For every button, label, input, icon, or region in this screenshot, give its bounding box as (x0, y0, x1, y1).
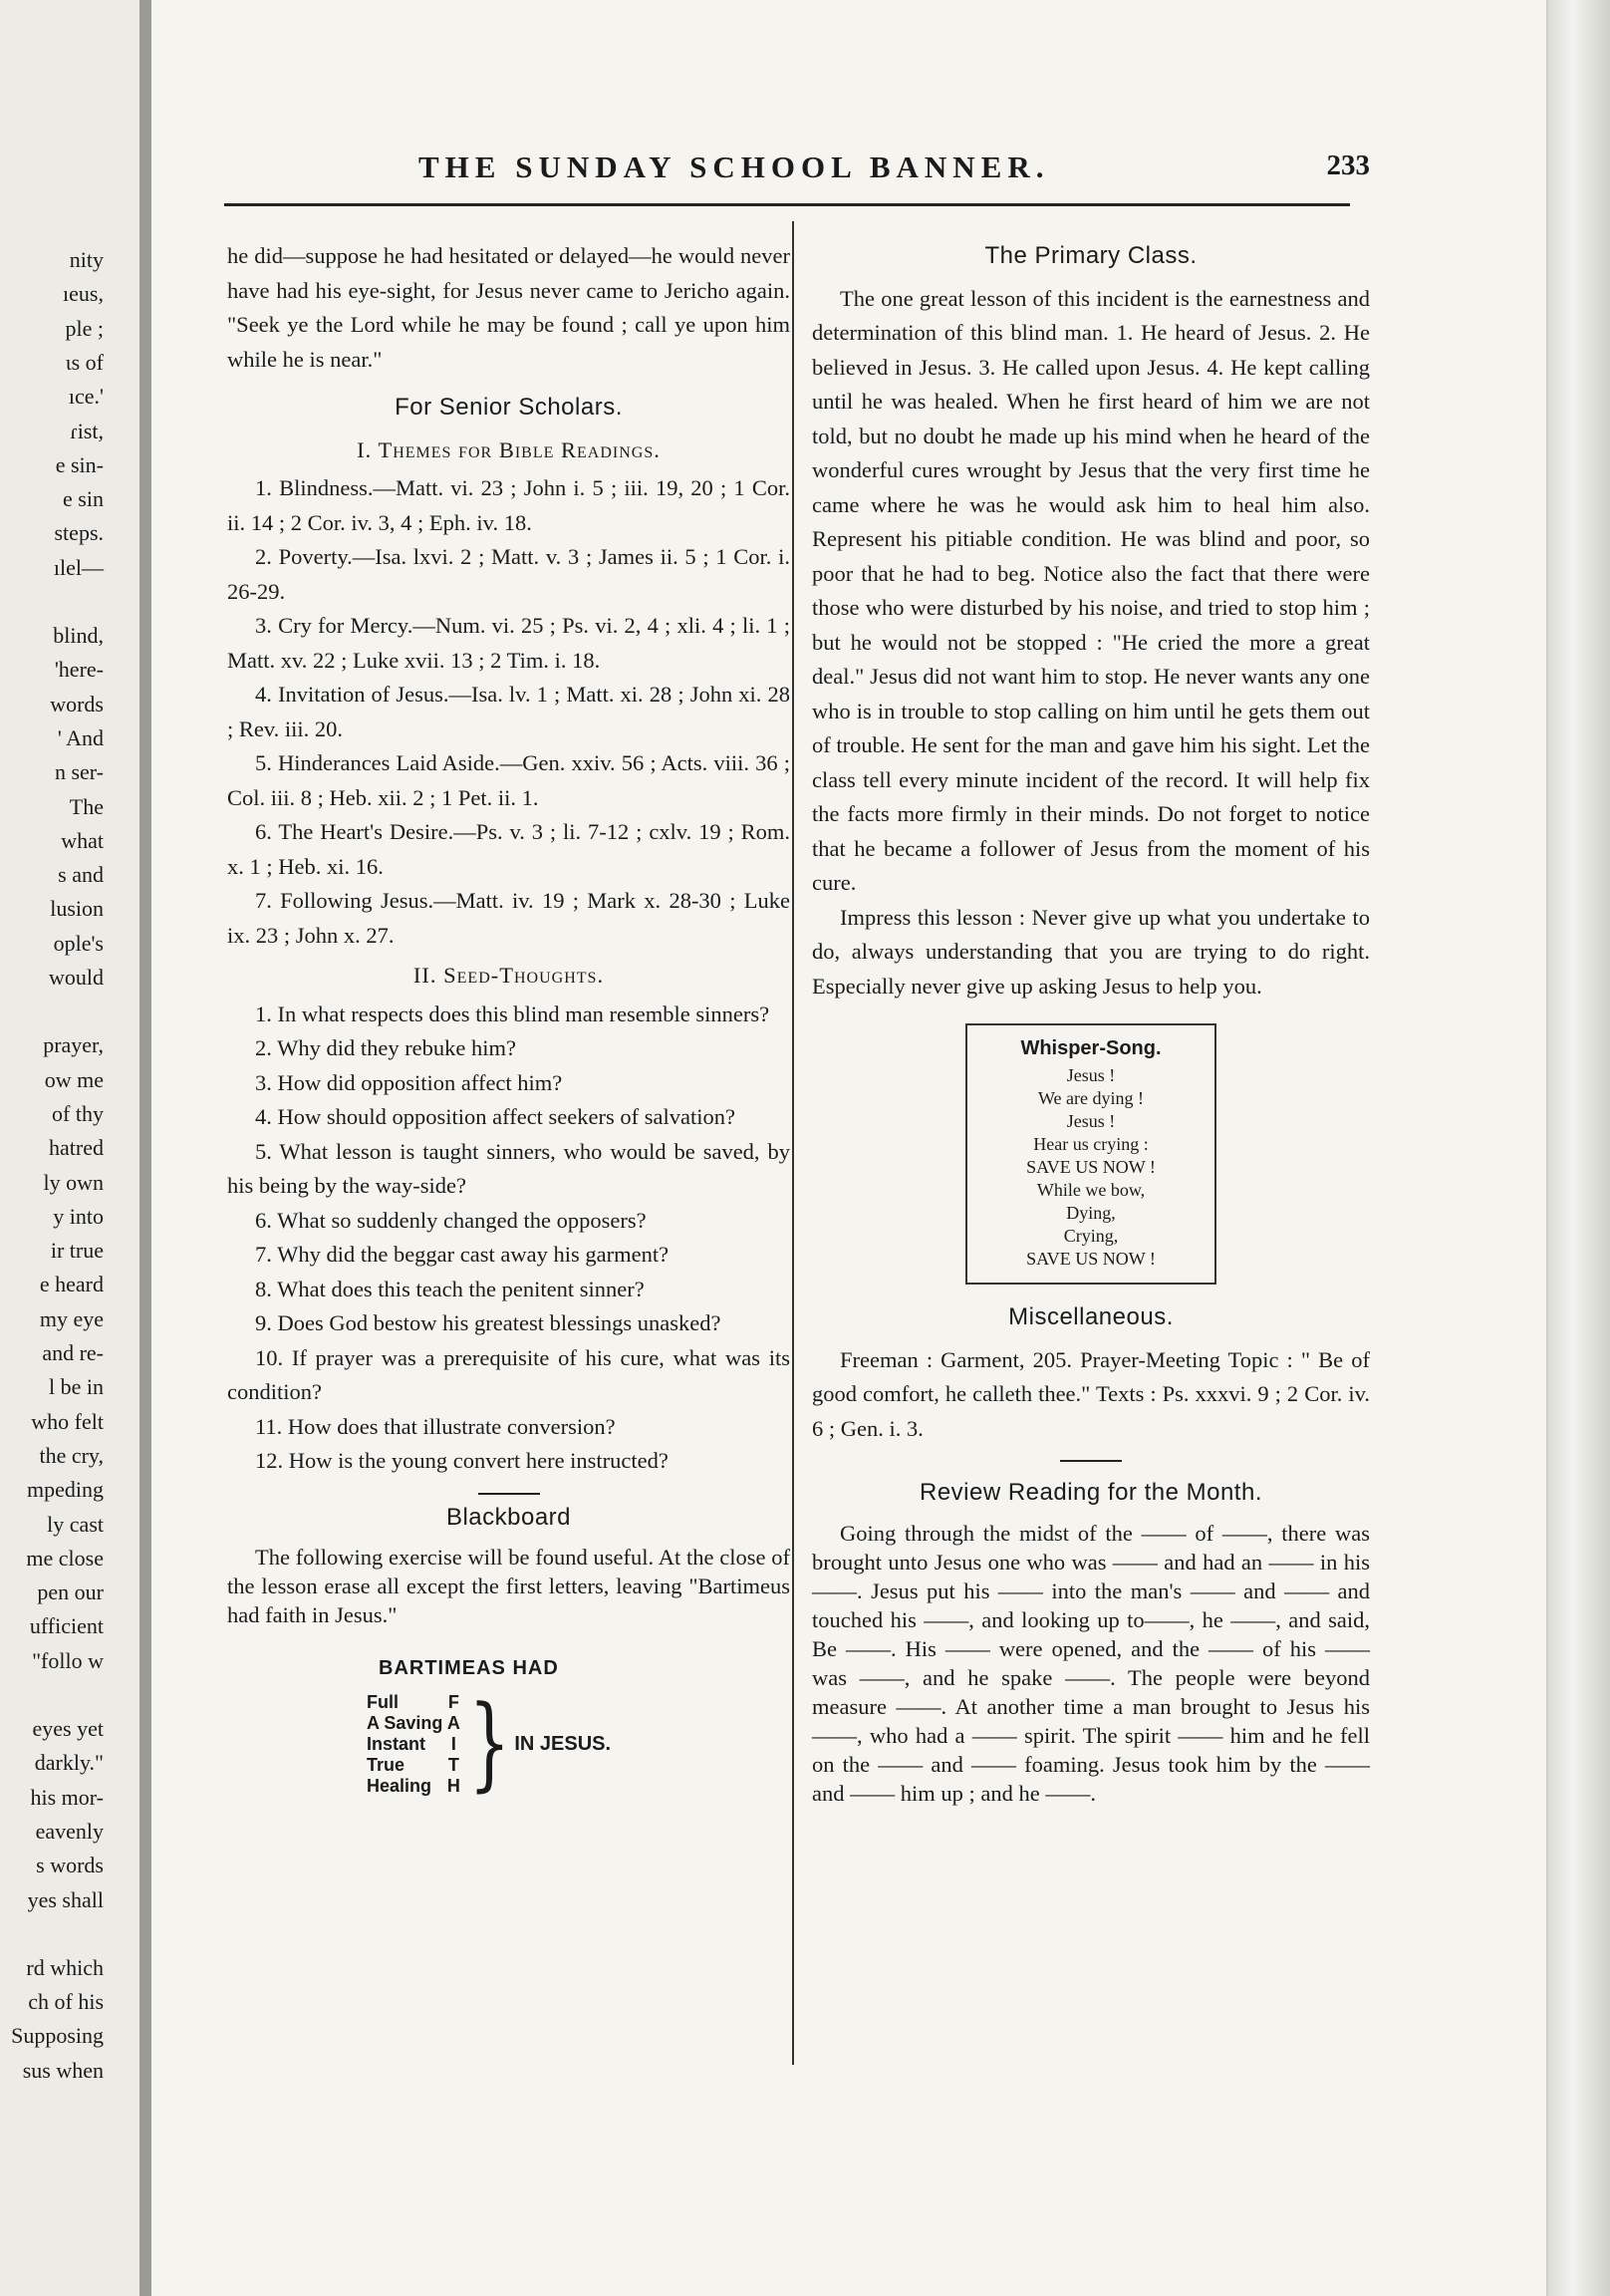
right-column (812, 239, 1370, 1808)
acrostic-words (367, 1692, 442, 1797)
left-margin-fragment: ılel— (53, 554, 104, 580)
left-margin-fragment: Supposing (11, 2023, 104, 2049)
acrostic-word: A Saving (367, 1712, 443, 1733)
left-margin-fragment: eavenly (35, 1818, 104, 1844)
left-margin-fragment: lusion (50, 896, 104, 922)
acrostic-letter: T (447, 1754, 459, 1775)
running-header (269, 149, 1370, 191)
acrostic-word: Instant (367, 1733, 426, 1754)
whisper-line: We are dying ! (1037, 1088, 1144, 1108)
journal-title: THE SUNDAY SCHOOL BANNER. (418, 149, 1050, 184)
header-rule (224, 203, 1350, 206)
theme-item: 5. Hinderances Laid Aside.—Gen. xxiv. 56 ; Acts. viii. 36 ; Col. iii. 8 ; Heb. xii. 2 ; 1 Pet. ii. 1. (227, 750, 790, 810)
blackboard-exercise (367, 1651, 790, 1803)
left-margin-fragment: ople's (53, 930, 104, 956)
left-margin-fragment: yes shall (27, 1886, 104, 1912)
seed-thought-item: 5. What lesson is taught sinners, who would be saved, by his being by the way-side? (227, 1138, 790, 1198)
review-reading-paragraph: Going through the midst of the —— of ——, there was brought unto Jesus one who was —— and had an —— in his ——. Jesus put his —— into the man's —— and —— and touched his ——, and looking up to——, he ——, and said, Be ——. His —— were opened, and the —— of his —— was ——, and he spake ——. The people were beyond measure ——. At another time a man brought to Jesus his ——, who had a —— spirit. The spirit —— him and he fell on the —— and —— foaming. Jesus took him by the —— and —— him up ; and he ——. (812, 1520, 1370, 1806)
miscellaneous-heading: Miscellaneous. (1008, 1303, 1174, 1330)
left-margin-fragment: ıeus, (63, 281, 104, 307)
theme-item: 4. Invitation of Jesus.—Isa. lv. 1 ; Matt. xi. 28 ; John xi. 28 ; Rev. iii. 20. (227, 682, 790, 741)
left-margin-fragment: e sin- (55, 451, 104, 477)
seed-thought-item: 6. What so suddenly changed the opposers? (255, 1207, 647, 1233)
left-margin-fragment: ly cast (47, 1511, 104, 1537)
acrostic-word: Full (367, 1691, 399, 1712)
left-margin-fragment: ly own (43, 1169, 104, 1195)
left-margin-fragment: what (61, 827, 104, 853)
whisper-song-title: Whisper-Song. (1020, 1037, 1162, 1059)
acrostic-letter: I (450, 1733, 456, 1754)
left-margin-fragment: mpeding (27, 1477, 104, 1503)
whisper-line: Hear us crying : (1033, 1134, 1149, 1154)
left-margin-fragment: words (50, 691, 104, 717)
whisper-line: While we bow, (1036, 1180, 1146, 1200)
seed-thought-item: 9. Does God bestow his greatest blessings unasked? (255, 1310, 721, 1335)
blackboard-paragraph: The following exercise will be found useful. At the close of the lesson erase all except the first letters, leaving "Bartimeus had faith in Jesus." (227, 1545, 790, 1627)
seed-thought-item: 3. How did opposition affect him? (255, 1069, 563, 1095)
primary-class-paragraph-2: Impress this lesson : Never give up what you undertake to do, always understanding that you are trying to do right. Especially never give up asking Jesus to help you. (812, 904, 1370, 999)
left-margin-fragment: of thy (52, 1100, 104, 1126)
left-margin-fragment: me close (26, 1545, 104, 1571)
theme-item: 3. Cry for Mercy.—Num. vi. 25 ; Ps. vi. 2, 4 ; xli. 4 ; li. 1 ; Matt. xv. 22 ; Luke xvii. 13 ; 2 Tim. i. 18. (227, 613, 790, 673)
left-margin-fragment: darkly." (34, 1750, 104, 1776)
seed-thought-item: 12. How is the young convert here instructed? (255, 1448, 669, 1473)
themes-list (227, 471, 790, 953)
page-edge (1548, 0, 1610, 2296)
left-margin-fragment: nity (69, 247, 104, 272)
left-margin-fragment: ufficient (29, 1613, 104, 1639)
left-margin-fragment: ir true (50, 1238, 104, 1264)
left-margin-fragment: e heard (39, 1272, 104, 1297)
left-margin-fragment: would (49, 965, 104, 990)
miscellaneous-paragraph: Freeman : Garment, 205. Prayer-Meeting Topic : " Be of good comfort, he calleth thee." Texts : Ps. xxxvi. 9 ; 2 Cor. iv. 6 ; Gen. i. 3. (812, 1346, 1370, 1441)
left-margin-fragment: ple ; (65, 315, 104, 341)
left-margin-fragment: e sin (63, 486, 104, 512)
whisper-line: Dying, (1066, 1203, 1116, 1223)
left-margin-fragment: and re- (42, 1340, 104, 1365)
seed-thought-item: 2. Why did they rebuke him? (255, 1035, 517, 1060)
whisper-line: Jesus ! (1066, 1111, 1116, 1131)
acrostic-letters (442, 1692, 464, 1797)
left-margin-fragment: steps. (54, 520, 104, 546)
whisper-line: SAVE US NOW ! (1026, 1157, 1156, 1177)
whisper-line: Crying, (1063, 1226, 1119, 1246)
whisper-song-box (965, 1023, 1216, 1285)
left-margin-fragment: n ser- (54, 759, 104, 785)
left-margin-fragment: ' And (57, 724, 104, 750)
seed-thought-item: 10. If prayer was a prerequisite of his cure, what was its condition? (227, 1344, 790, 1404)
section-divider (1060, 1460, 1122, 1462)
left-margin-fragment: "follo w (32, 1647, 104, 1673)
section-divider (478, 1493, 540, 1495)
theme-item: 7. Following Jesus.—Matt. iv. 19 ; Mark x. 28-30 ; Luke ix. 23 ; John x. 27. (227, 888, 790, 948)
left-margin-fragment: ɾist, (70, 418, 104, 443)
primary-class-heading: The Primary Class. (984, 242, 1198, 269)
whisper-line: Jesus ! (1066, 1065, 1116, 1085)
left-margin-fragment: ɩs of (65, 349, 104, 375)
left-margin-fragment: rd which (26, 1954, 104, 1980)
left-margin-fragment: his mor- (30, 1784, 104, 1810)
left-margin-fragment: ow me (44, 1066, 104, 1092)
primary-class-paragraph: The one great lesson of this incident is the earnestness and determination of this blind man. 1. He heard of Jesus. 2. He believed in Jesus. 3. He called upon Jesus. 4. He kept calling until he was healed. When he first heard of him we are not told, but no doubt he made up his mind when he heard of the wonderful cures wrought by Jesus that the very first time he came where he was he would ask him to heal him also. Represent his pitiable condition. He was blind and poor, so poor that he had to beg. Notice also the fact that there were those who were disturbed by his noise, and tried to stop him ; but he would not be stopped : "He cried the more a great deal." Jesus did not want him to stop. He never wants any one who is in trouble to stop calling on him until he gets them out of trouble. He sent for the man and gave him his sight. Let the class tell every minute incident of the record. It will help fix the facts more firmly in their minds. Do not forget to notice that he became a follower of Jesus from the moment of his cure. (812, 285, 1370, 895)
in-jesus-label: IN JESUS. (514, 1732, 612, 1755)
seed-thought-item: 7. Why did the beggar cast away his garment? (255, 1242, 670, 1267)
left-margin-fragment: blind, (53, 623, 104, 648)
left-margin-fragment: hatred (49, 1135, 104, 1161)
review-reading-heading: Review Reading for the Month. (919, 1479, 1262, 1506)
left-margin-fragment: ıce.' (68, 384, 104, 410)
left-margin-fragment: my eye (39, 1305, 104, 1331)
theme-item: 1. Blindness.—Matt. vi. 23 ; John i. 5 ; iii. 19, 20 ; 1 Cor. ii. 14 ; 2 Cor. iv. 3, 4 ; Eph. iv. 18. (227, 475, 790, 535)
acrostic-word: True (367, 1754, 405, 1775)
seed-thought-item: 1. In what respects does this blind man resemble sinners? (255, 1001, 770, 1026)
theme-item: 2. Poverty.—Isa. lxvi. 2 ; Matt. v. 3 ; James ii. 5 ; 1 Cor. i. 26-29. (227, 544, 790, 604)
seed-thought-item: 8. What does this teach the penitent sinner? (255, 1276, 645, 1301)
left-margin-fragment: s words (36, 1853, 104, 1878)
bartimeas-heading: BARTIMEAS HAD (379, 1657, 559, 1679)
seed-thoughts-heading: II. Seed-Thoughts. (412, 963, 605, 988)
themes-heading: I. Themes for Bible Readings. (357, 436, 661, 462)
left-margin-fragment: s and (58, 862, 104, 888)
left-margin-fragment: ch of his (28, 1989, 104, 2015)
left-margin-fragment: the cry, (39, 1442, 104, 1468)
left-margin-fragment: The (69, 793, 104, 819)
whisper-line: SAVE US NOW ! (1026, 1249, 1156, 1269)
left-column (227, 239, 790, 1803)
seed-thought-item: 4. How should opposition affect seekers of salvation? (255, 1104, 735, 1129)
column-rule (792, 221, 794, 2065)
acrostic-letter: A (446, 1712, 460, 1733)
left-page-margin (0, 0, 135, 2296)
book-gutter (139, 0, 151, 2296)
left-margin-fragment: pen our (37, 1579, 104, 1605)
left-margin-fragment: eyes yet (32, 1716, 104, 1741)
intro-paragraph: he did—suppose he had hesitated or delayed—he would never have had his eye-sight, for Jesus never came to Jericho again. "Seek ye the Lord while he may be found ; call ye upon him while he is near." (227, 243, 790, 372)
blackboard-heading: Blackboard (445, 1503, 572, 1531)
acrostic-letter: F (447, 1691, 459, 1712)
seed-thought-item: 11. How does that illustrate conversion? (255, 1413, 616, 1439)
acrostic-letter: H (446, 1775, 460, 1796)
left-margin-fragment: sus when (22, 2057, 104, 2083)
left-margin-fragment: y into (53, 1203, 104, 1229)
left-margin-fragment: who felt (31, 1408, 104, 1434)
left-margin-fragment: l be in (49, 1374, 104, 1400)
brace-glyph: } (468, 1683, 511, 1803)
theme-item: 6. The Heart's Desire.—Ps. v. 3 ; li. 7-12 ; cxlv. 19 ; Rom. x. 1 ; Heb. xi. 16. (227, 819, 790, 879)
page-number: 233 (1326, 149, 1370, 181)
left-margin-fragment: 'here- (54, 657, 104, 683)
senior-scholars-heading: For Senior Scholars. (395, 394, 623, 421)
seed-thoughts-list (227, 998, 790, 1479)
left-margin-fragment: prayer, (43, 1032, 104, 1058)
acrostic-word: Healing (367, 1775, 432, 1796)
